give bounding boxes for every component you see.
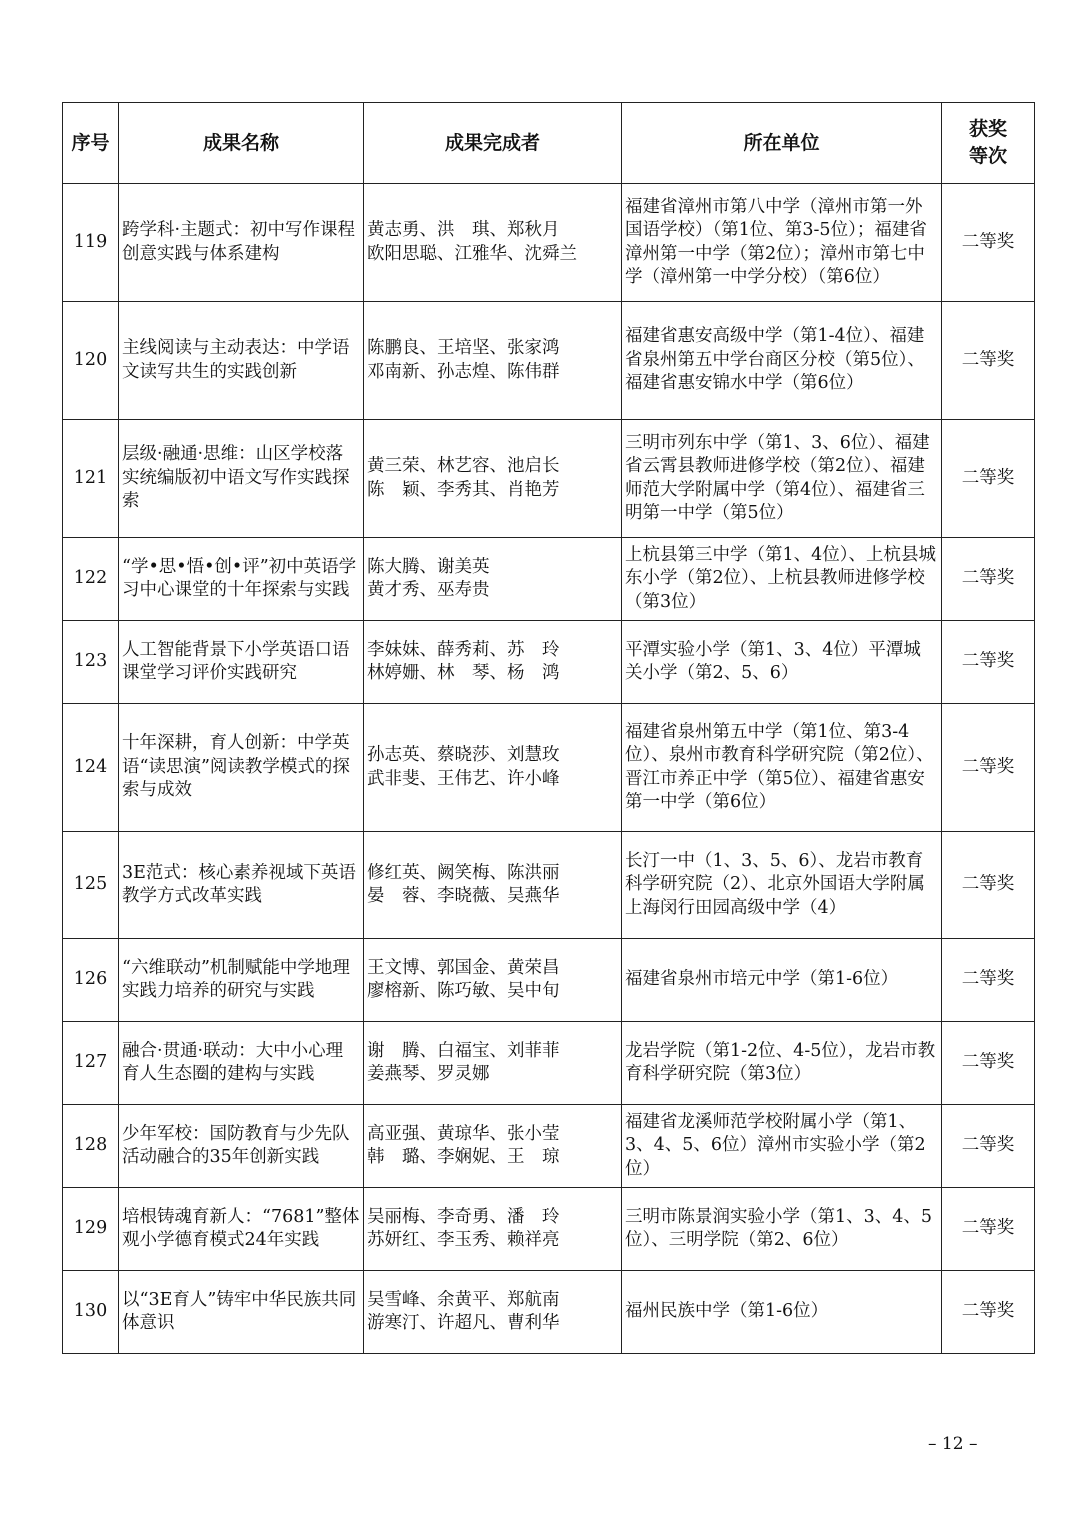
achievement-title: 跨学科·主题式：初中写作课程创意实践与体系建构 <box>119 184 364 302</box>
row-number: 124 <box>63 704 119 832</box>
row-number: 122 <box>63 538 119 621</box>
achievement-authors <box>364 302 622 420</box>
affiliation: 平潭实验小学（第1、3、4位）平潭城关小学（第2、5、6） <box>622 621 942 704</box>
affiliation: 福建省漳州市第八中学（漳州市第一外国语学校）（第1位、第3-5位）；福建省漳州第一中学（第2位）；漳州市第七中学（漳州第一中学分校）（第6位） <box>622 184 942 302</box>
author-line: 陈大腾、谢美英 <box>367 556 490 577</box>
affiliation: 福州民族中学（第1-6位） <box>622 1271 942 1354</box>
achievement-title: 层级·融通·思维：山区学校落实统编版初中语文写作实践探索 <box>119 420 364 538</box>
header-authors: 成果完成者 <box>364 103 622 184</box>
header-num: 序号 <box>63 103 119 184</box>
achievement-title: 少年军校：国防教育与少先队活动融合的35年创新实践 <box>119 1105 364 1188</box>
achievement-authors <box>364 704 622 832</box>
author-line: 欧阳思聪、江雅华、沈舜兰 <box>367 243 577 264</box>
affiliation: 三明市列东中学（第1、3、6位）、福建省云霄县教师进修学校（第2位）、福建师范大学附属中学（第4位）、福建省三明第一中学（第5位） <box>622 420 942 538</box>
author-line: 邓南新、孙志煌、陈伟群 <box>367 361 560 382</box>
author-line: 李妹妹、薛秀莉、苏 玲 <box>367 639 560 660</box>
achievement-authors <box>364 1188 622 1271</box>
author-line: 黄才秀、巫寿贵 <box>367 580 490 600</box>
author-line: 黄三荣、林艺容、池启长 <box>367 456 560 476</box>
author-line: 武非斐、王伟艺、许小峰 <box>367 768 560 789</box>
achievement-authors <box>364 1271 622 1354</box>
affiliation: 福建省龙溪师范学校附属小学（第1、3、4、5、6位）漳州市实验小学（第2位） <box>622 1105 942 1188</box>
author-line: 林婷姗、林 琴、杨 鸿 <box>367 663 560 683</box>
awards-table <box>62 102 1035 1354</box>
row-number: 120 <box>63 302 119 420</box>
achievement-authors <box>364 939 622 1022</box>
author-line: 谢 腾、白福宝、刘菲菲 <box>367 1040 560 1061</box>
row-number: 125 <box>63 832 119 939</box>
award-level: 二等奖 <box>942 420 1035 538</box>
header-row <box>63 103 1035 184</box>
achievement-title: “六维联动”机制赋能中学地理实践力培养的研究与实践 <box>119 939 364 1022</box>
achievement-title: 人工智能背景下小学英语口语课堂学习评价实践研究 <box>119 621 364 704</box>
achievement-authors <box>364 1022 622 1105</box>
row-number: 121 <box>63 420 119 538</box>
author-line: 陈 颖、李秀其、肖艳芳 <box>367 479 560 500</box>
page-number: – 12 – <box>928 1434 978 1454</box>
table-row <box>63 704 1035 832</box>
achievement-authors <box>364 832 622 939</box>
row-number: 127 <box>63 1022 119 1105</box>
achievement-title: 融合·贯通·联动：大中小心理育人生态圈的建构与实践 <box>119 1022 364 1105</box>
author-line: 吴丽梅、李奇勇、潘 玲 <box>367 1206 560 1227</box>
award-level: 二等奖 <box>942 1105 1035 1188</box>
achievement-authors <box>364 420 622 538</box>
author-line: 王文博、郭国金、黄荣昌 <box>367 957 560 978</box>
affiliation: 上杭县第三中学（第1、4位）、上杭县城东小学（第2位）、上杭县教师进修学校（第3位） <box>622 538 942 621</box>
achievement-title: 3E范式：核心素养视域下英语教学方式改革实践 <box>119 832 364 939</box>
achievement-title: 以“3E育人”铸牢中华民族共同体意识 <box>119 1271 364 1354</box>
award-level: 二等奖 <box>942 1271 1035 1354</box>
award-level: 二等奖 <box>942 939 1035 1022</box>
award-level: 二等奖 <box>942 1022 1035 1105</box>
affiliation: 龙岩学院（第1-2位、4-5位），龙岩市教育科学研究院（第3位） <box>622 1022 942 1105</box>
author-line: 韩 璐、李娴妮、王 琼 <box>367 1147 560 1167</box>
table-row <box>63 832 1035 939</box>
award-level: 二等奖 <box>942 302 1035 420</box>
header-award-text: 获奖等次 <box>968 118 1007 167</box>
author-line: 吴雪峰、余黄平、郑航南 <box>367 1289 560 1310</box>
achievement-title: “学•思•悟•创•评”初中英语学习中心课堂的十年探索与实践 <box>119 538 364 621</box>
row-number: 123 <box>63 621 119 704</box>
table-row <box>63 184 1035 302</box>
table-row <box>63 538 1035 621</box>
award-level: 二等奖 <box>942 704 1035 832</box>
table-row <box>63 1022 1035 1105</box>
table-row <box>63 302 1035 420</box>
table-row <box>63 1105 1035 1188</box>
table-row <box>63 1188 1035 1271</box>
achievement-authors <box>364 1105 622 1188</box>
affiliation: 长汀一中（1、3、5、6）、龙岩市教育科学研究院（2）、北京外国语大学附属上海闵行田园高级中学（4） <box>622 832 942 939</box>
award-level: 二等奖 <box>942 538 1035 621</box>
achievement-authors <box>364 621 622 704</box>
row-number: 129 <box>63 1188 119 1271</box>
award-level: 二等奖 <box>942 184 1035 302</box>
author-line: 陈鹏良、王培坚、张家鸿 <box>367 338 560 358</box>
author-line: 姜燕琴、罗灵娜 <box>367 1064 490 1084</box>
author-line: 修红英、阙笑梅、陈洪丽 <box>367 862 560 883</box>
award-level: 二等奖 <box>942 832 1035 939</box>
table-row <box>63 1271 1035 1354</box>
affiliation: 福建省泉州第五中学（第1位、第3-4位）、泉州市教育科学研究院（第2位）、晋江市养正中学（第5位）、福建省惠安第一中学（第6位） <box>622 704 942 832</box>
achievement-authors <box>364 538 622 621</box>
achievement-authors <box>364 184 622 302</box>
row-number: 119 <box>63 184 119 302</box>
author-line: 廖榕新、陈巧敏、吴中旬 <box>367 981 560 1001</box>
affiliation: 三明市陈景润实验小学（第1、3、4、5位）、三明学院（第2、6位） <box>622 1188 942 1271</box>
row-number: 130 <box>63 1271 119 1354</box>
award-level: 二等奖 <box>942 1188 1035 1271</box>
author-line: 黄志勇、洪 琪、郑秋月 <box>367 220 560 240</box>
author-line: 游寒汀、许超凡、曹利华 <box>367 1313 560 1333</box>
award-level: 二等奖 <box>942 621 1035 704</box>
achievement-title: 主线阅读与主动表达：中学语文读写共生的实践创新 <box>119 302 364 420</box>
table-row <box>63 621 1035 704</box>
row-number: 128 <box>63 1105 119 1188</box>
author-line: 高亚强、黄琼华、张小莹 <box>367 1123 560 1144</box>
table-row <box>63 420 1035 538</box>
author-line: 晏 蓉、李晓薇、吴燕华 <box>367 886 560 906</box>
achievement-title: 培根铸魂育新人：“7681”整体观小学德育模式24年实践 <box>119 1188 364 1271</box>
author-line: 苏妍红、李玉秀、赖祥亮 <box>367 1230 560 1250</box>
affiliation: 福建省泉州市培元中学（第1-6位） <box>622 939 942 1022</box>
affiliation: 福建省惠安高级中学（第1-4位）、福建省泉州第五中学台商区分校（第5位）、福建省惠安锦水中学（第6位） <box>622 302 942 420</box>
header-award <box>942 103 1035 184</box>
row-number: 126 <box>63 939 119 1022</box>
author-line: 孙志英、蔡晓莎、刘慧玫 <box>367 745 560 765</box>
header-title: 成果名称 <box>119 103 364 184</box>
achievement-title: 十年深耕，育人创新：中学英语“读思演”阅读教学模式的探索与成效 <box>119 704 364 832</box>
header-unit: 所在单位 <box>622 103 942 184</box>
table-row <box>63 939 1035 1022</box>
